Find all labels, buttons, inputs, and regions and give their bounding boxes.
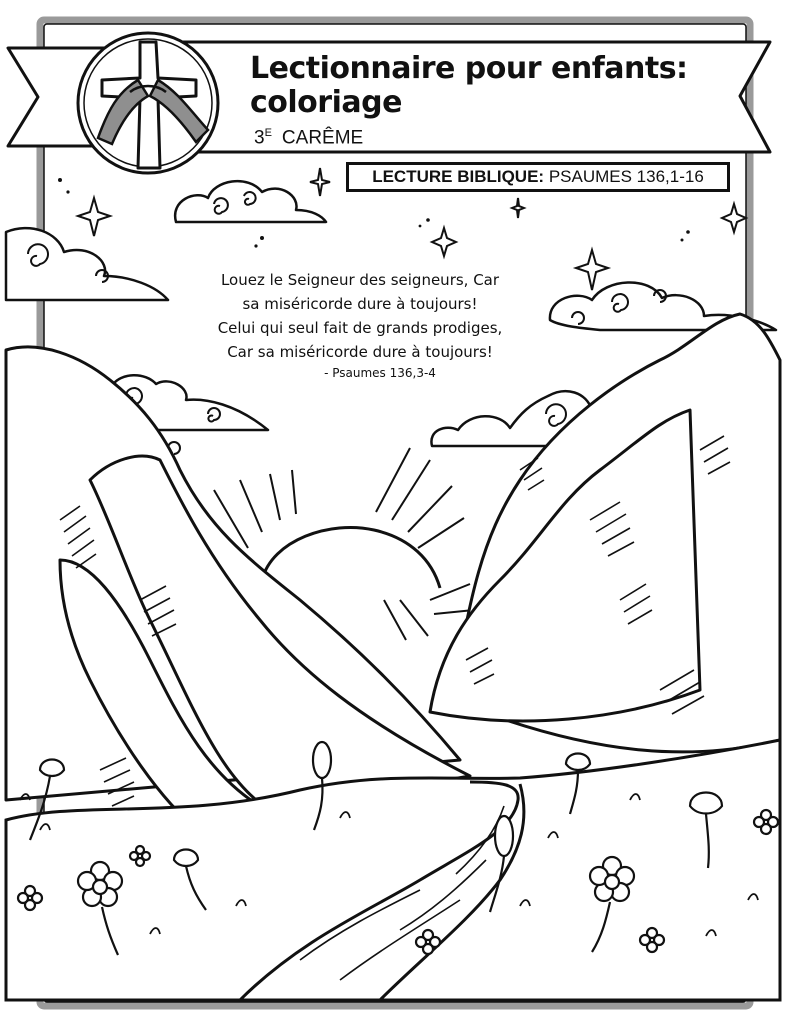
bible-reading-box — [346, 162, 730, 192]
page-title-line1: Lectionnaire pour enfants: — [250, 51, 688, 86]
title-block — [250, 52, 750, 120]
verse-reference: - Psaumes 136,3-4 — [324, 366, 436, 380]
reading-reference: PSAUMES 136,1-16 — [548, 167, 704, 186]
reading-label: LECTURE BIBLIQUE: — [372, 167, 545, 186]
season-label: CARÊME — [281, 127, 364, 149]
verse-line: sa miséricorde dure à toujours! — [242, 295, 478, 313]
liturgical-week — [254, 127, 363, 149]
verse-line: Car sa miséricorde dure à toujours! — [227, 343, 493, 361]
week-suffix: E — [264, 127, 272, 139]
verse-line: Louez le Seigneur des seigneurs, Car — [220, 271, 500, 289]
page-title-line2: coloriage — [250, 85, 402, 120]
cross-stole-icon — [78, 33, 218, 173]
verse-text — [180, 268, 540, 382]
verse-line: Celui qui seul fait de grands prodiges, — [217, 319, 503, 337]
week-number: 3 — [254, 127, 265, 149]
